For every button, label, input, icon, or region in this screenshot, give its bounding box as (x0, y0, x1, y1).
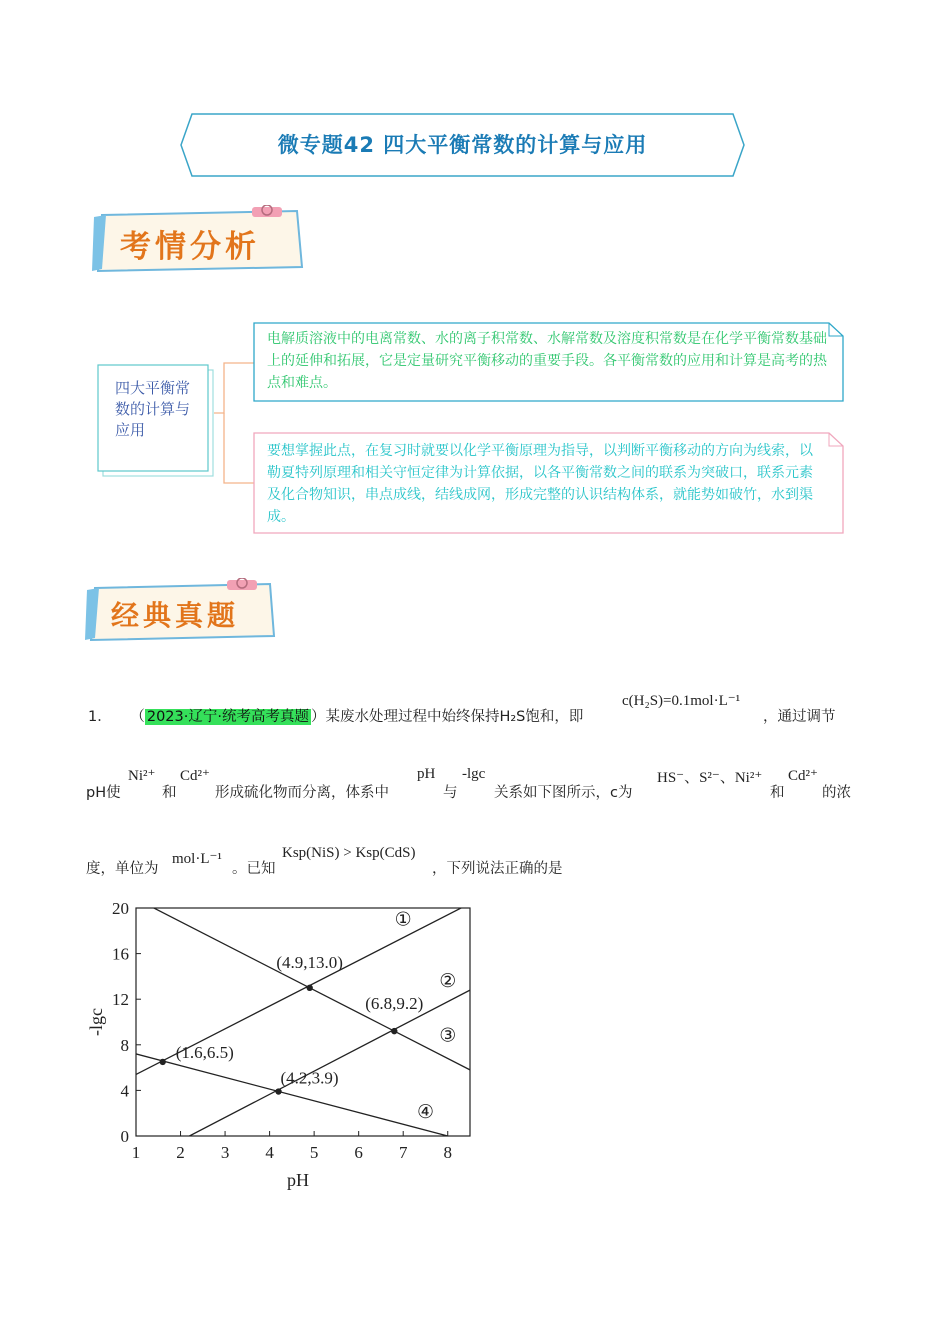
y-tick-label: 4 (120, 1081, 129, 1101)
topic-box (97, 364, 214, 476)
y-tick-label: 20 (112, 899, 129, 918)
data-point-label: (1.6,6.5) (175, 1042, 234, 1062)
callout-box-2 (253, 432, 843, 534)
question-text-5: 形成硫化物而分离，体系中 (215, 785, 389, 801)
question-source-tag: 2023·辽宁·统考高考真题 (146, 709, 309, 725)
lgc-var: -lgc (462, 766, 486, 782)
ph-label: pH (86, 785, 107, 801)
ksp-comparison: Ksp(NiS) > Ksp(CdS) (282, 845, 416, 861)
x-axis-label: pH (287, 1170, 309, 1190)
x-tick-label: 6 (354, 1143, 363, 1162)
y-axis-label: -lgc (86, 1008, 106, 1036)
cd-ion: Cd²⁺ (180, 768, 210, 784)
data-point-label: (4.9,13.0) (276, 952, 343, 972)
series-label: ② (439, 970, 457, 992)
callout-text-1: 电解质溶液中的电离常数、水的离子积常数、水解常数及溶度积常数是在化学平衡常数基础上的延伸和拓展，它是定量研究平衡移动的重要手段。各平衡常数的应用和计算是高考的热点和难点。 (267, 331, 827, 391)
question-text-4: 使 (106, 785, 121, 801)
question-text-8: 度，单位为 (86, 861, 159, 877)
bracket-connector (212, 355, 257, 490)
series-label: ④ (416, 1102, 434, 1124)
page-title: 微专题42 四大平衡常数的计算与应用 (277, 133, 648, 157)
question-number: 1． (88, 709, 112, 725)
ph-var: pH (417, 766, 436, 782)
x-tick-label: 2 (176, 1143, 185, 1162)
y-tick-label: 16 (112, 944, 129, 964)
topic-label: 四大平衡常数的计算与应用 (115, 379, 191, 439)
x-tick-label: 4 (265, 1143, 274, 1162)
question-text-7: 的浓 (822, 785, 851, 801)
and-text-1: 和 (162, 785, 177, 801)
data-point (391, 1028, 397, 1034)
unit-formula: mol·L⁻¹ (172, 851, 222, 867)
and-text-2: 和 (770, 785, 785, 801)
series-label: ③ (439, 1025, 457, 1047)
question-line-1 (88, 705, 583, 726)
h2s-concentration-formula: c(H₂S)=0.1mol·L⁻¹ (622, 693, 741, 709)
series-line (136, 1054, 448, 1136)
c-var: c (610, 785, 618, 801)
data-point (275, 1088, 281, 1094)
paren-open: （ (130, 709, 145, 725)
callout-box-1 (253, 322, 843, 402)
h2s-formula: H₂S (499, 709, 526, 725)
data-point-label: (4.2,3.9) (280, 1068, 339, 1088)
question-text-6a: 关系如下图所示， (494, 785, 610, 801)
section-header-analysis (92, 205, 307, 275)
callout-text-2: 要想掌握此点，在复习时就要以化学平衡原理为指导，以判断平衡移动的方向为线索，以勒夏特列原理和相关守恒定律为计算依据，以各平衡常数之间的联系为突破口，联系元素及化合物知识，串点成线，结线成网，形成完整的认识结构体系，就能势如破竹，水到渠成。 (267, 443, 813, 525)
y-tick-label: 0 (120, 1127, 129, 1146)
data-point-label: (6.8,9.2) (365, 994, 424, 1014)
question-text-1: ）某废水处理过程中始终保持 (310, 709, 500, 725)
chart (85, 893, 485, 1193)
question-text-9: 。已知 (232, 861, 276, 877)
data-point (160, 1059, 166, 1065)
section-header-classic (85, 578, 280, 644)
x-tick-label: 5 (309, 1143, 319, 1162)
x-tick-label: 3 (220, 1143, 230, 1162)
section-heading-classic: 经典真题 (111, 599, 240, 632)
question-text-6b: 为 (617, 785, 633, 801)
series-label: ① (394, 909, 412, 931)
question-text-10: ，下列说法正确的是 (432, 861, 563, 877)
ni-ion: Ni²⁺ (128, 768, 156, 784)
question-text-2: 饱和，即 (525, 709, 584, 725)
y-tick-label: 8 (120, 1035, 129, 1055)
question-text-3: ，通过调节 (763, 709, 836, 725)
x-tick-label: 8 (443, 1143, 452, 1162)
y-tick-label: 12 (112, 990, 129, 1010)
ph-text (86, 781, 121, 802)
species-list: HS⁻、S²⁻、Ni²⁺ (657, 770, 763, 786)
title-banner (180, 113, 745, 177)
with-text: 与 (443, 785, 458, 801)
x-tick-label: 1 (131, 1143, 141, 1162)
question-text-6 (494, 781, 632, 802)
cd-ion-2: Cd²⁺ (788, 768, 818, 784)
data-point (306, 985, 312, 991)
section-heading-analysis: 考情分析 (120, 229, 260, 265)
x-tick-label: 7 (398, 1143, 408, 1162)
